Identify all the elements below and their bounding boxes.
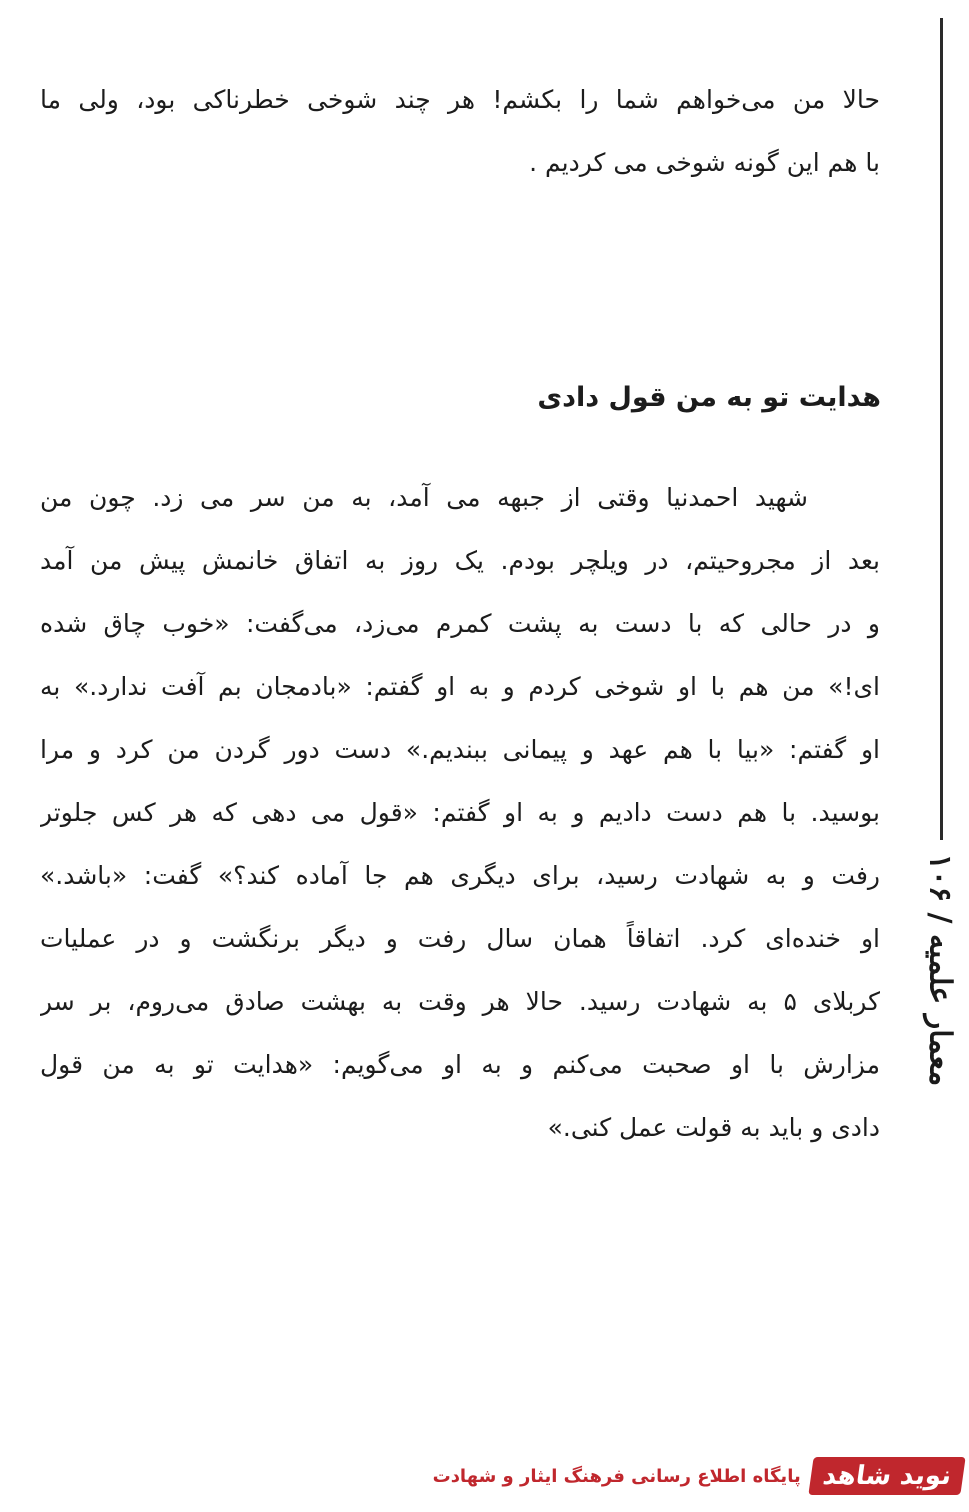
text-line: ای!» من هم با او شوخی کردم و به او گفتم: «بادمجان بم آفت ندارد.» به	[40, 672, 880, 701]
text-line: شهید احمدنیا وقتی از جبهه می آمد، به من سر می زد. چون من	[40, 483, 808, 512]
text-line: دادی و باید به قولت عمل کنی.»	[547, 1113, 880, 1142]
text-line: بعد از مجروحیتم، در ویلچر بودم. یک روز به اتفاق خانمش پیش من آمد	[40, 546, 880, 575]
text-line: حالا من می‌خواهم شما را بکشم! هر چند شوخی خطرناکی بود، ولی ما	[40, 85, 880, 114]
text-line: او گفتم: «بیا با هم عهد و پیمانی ببندیم.» دست دور گردن من کرد و مرا	[40, 735, 880, 764]
watermark-logo: نوید شاهد	[808, 1457, 966, 1495]
section-title: هدایت تو به من قول دادی	[537, 382, 881, 413]
running-head	[910, 850, 969, 1090]
watermark-tagline: پایگاه اطلاع رسانی فرهنگ ایثار و شهادت	[432, 1465, 801, 1487]
text-line: کربلای ۵ به شهادت رسید. حالا هر وقت به بهشت صادق می‌روم، بر سر	[40, 987, 880, 1016]
intro-paragraph	[40, 68, 880, 194]
margin-rule	[940, 18, 943, 840]
text-line: او خنده‌ای کرد. اتفاقاً همان سال رفت و دیگر برنگشت و در عملیات	[40, 924, 880, 953]
text-line: مزارش با او صحبت می‌کنم و به او می‌گویم: «هدایت تو به من قول	[40, 1050, 880, 1079]
site-watermark	[433, 1446, 963, 1506]
running-head-text: معمار علمیه / ۱۰۶	[922, 853, 958, 1087]
text-line: با هم این گونه شوخی می کردیم .	[529, 148, 880, 177]
text-line: و در حالی که با دست به پشت کمرم می‌زد، می‌گفت: «خوب چاق شده	[40, 609, 880, 638]
body-paragraph	[40, 466, 880, 1159]
text-line: بوسید. با هم دست دادیم و به او گفتم: «قول می دهی که هر کس جلوتر	[40, 798, 880, 827]
text-line: رفت و به شهادت رسید، برای دیگری هم جا آماده کند؟» گفت: «باشد.»	[40, 861, 880, 890]
